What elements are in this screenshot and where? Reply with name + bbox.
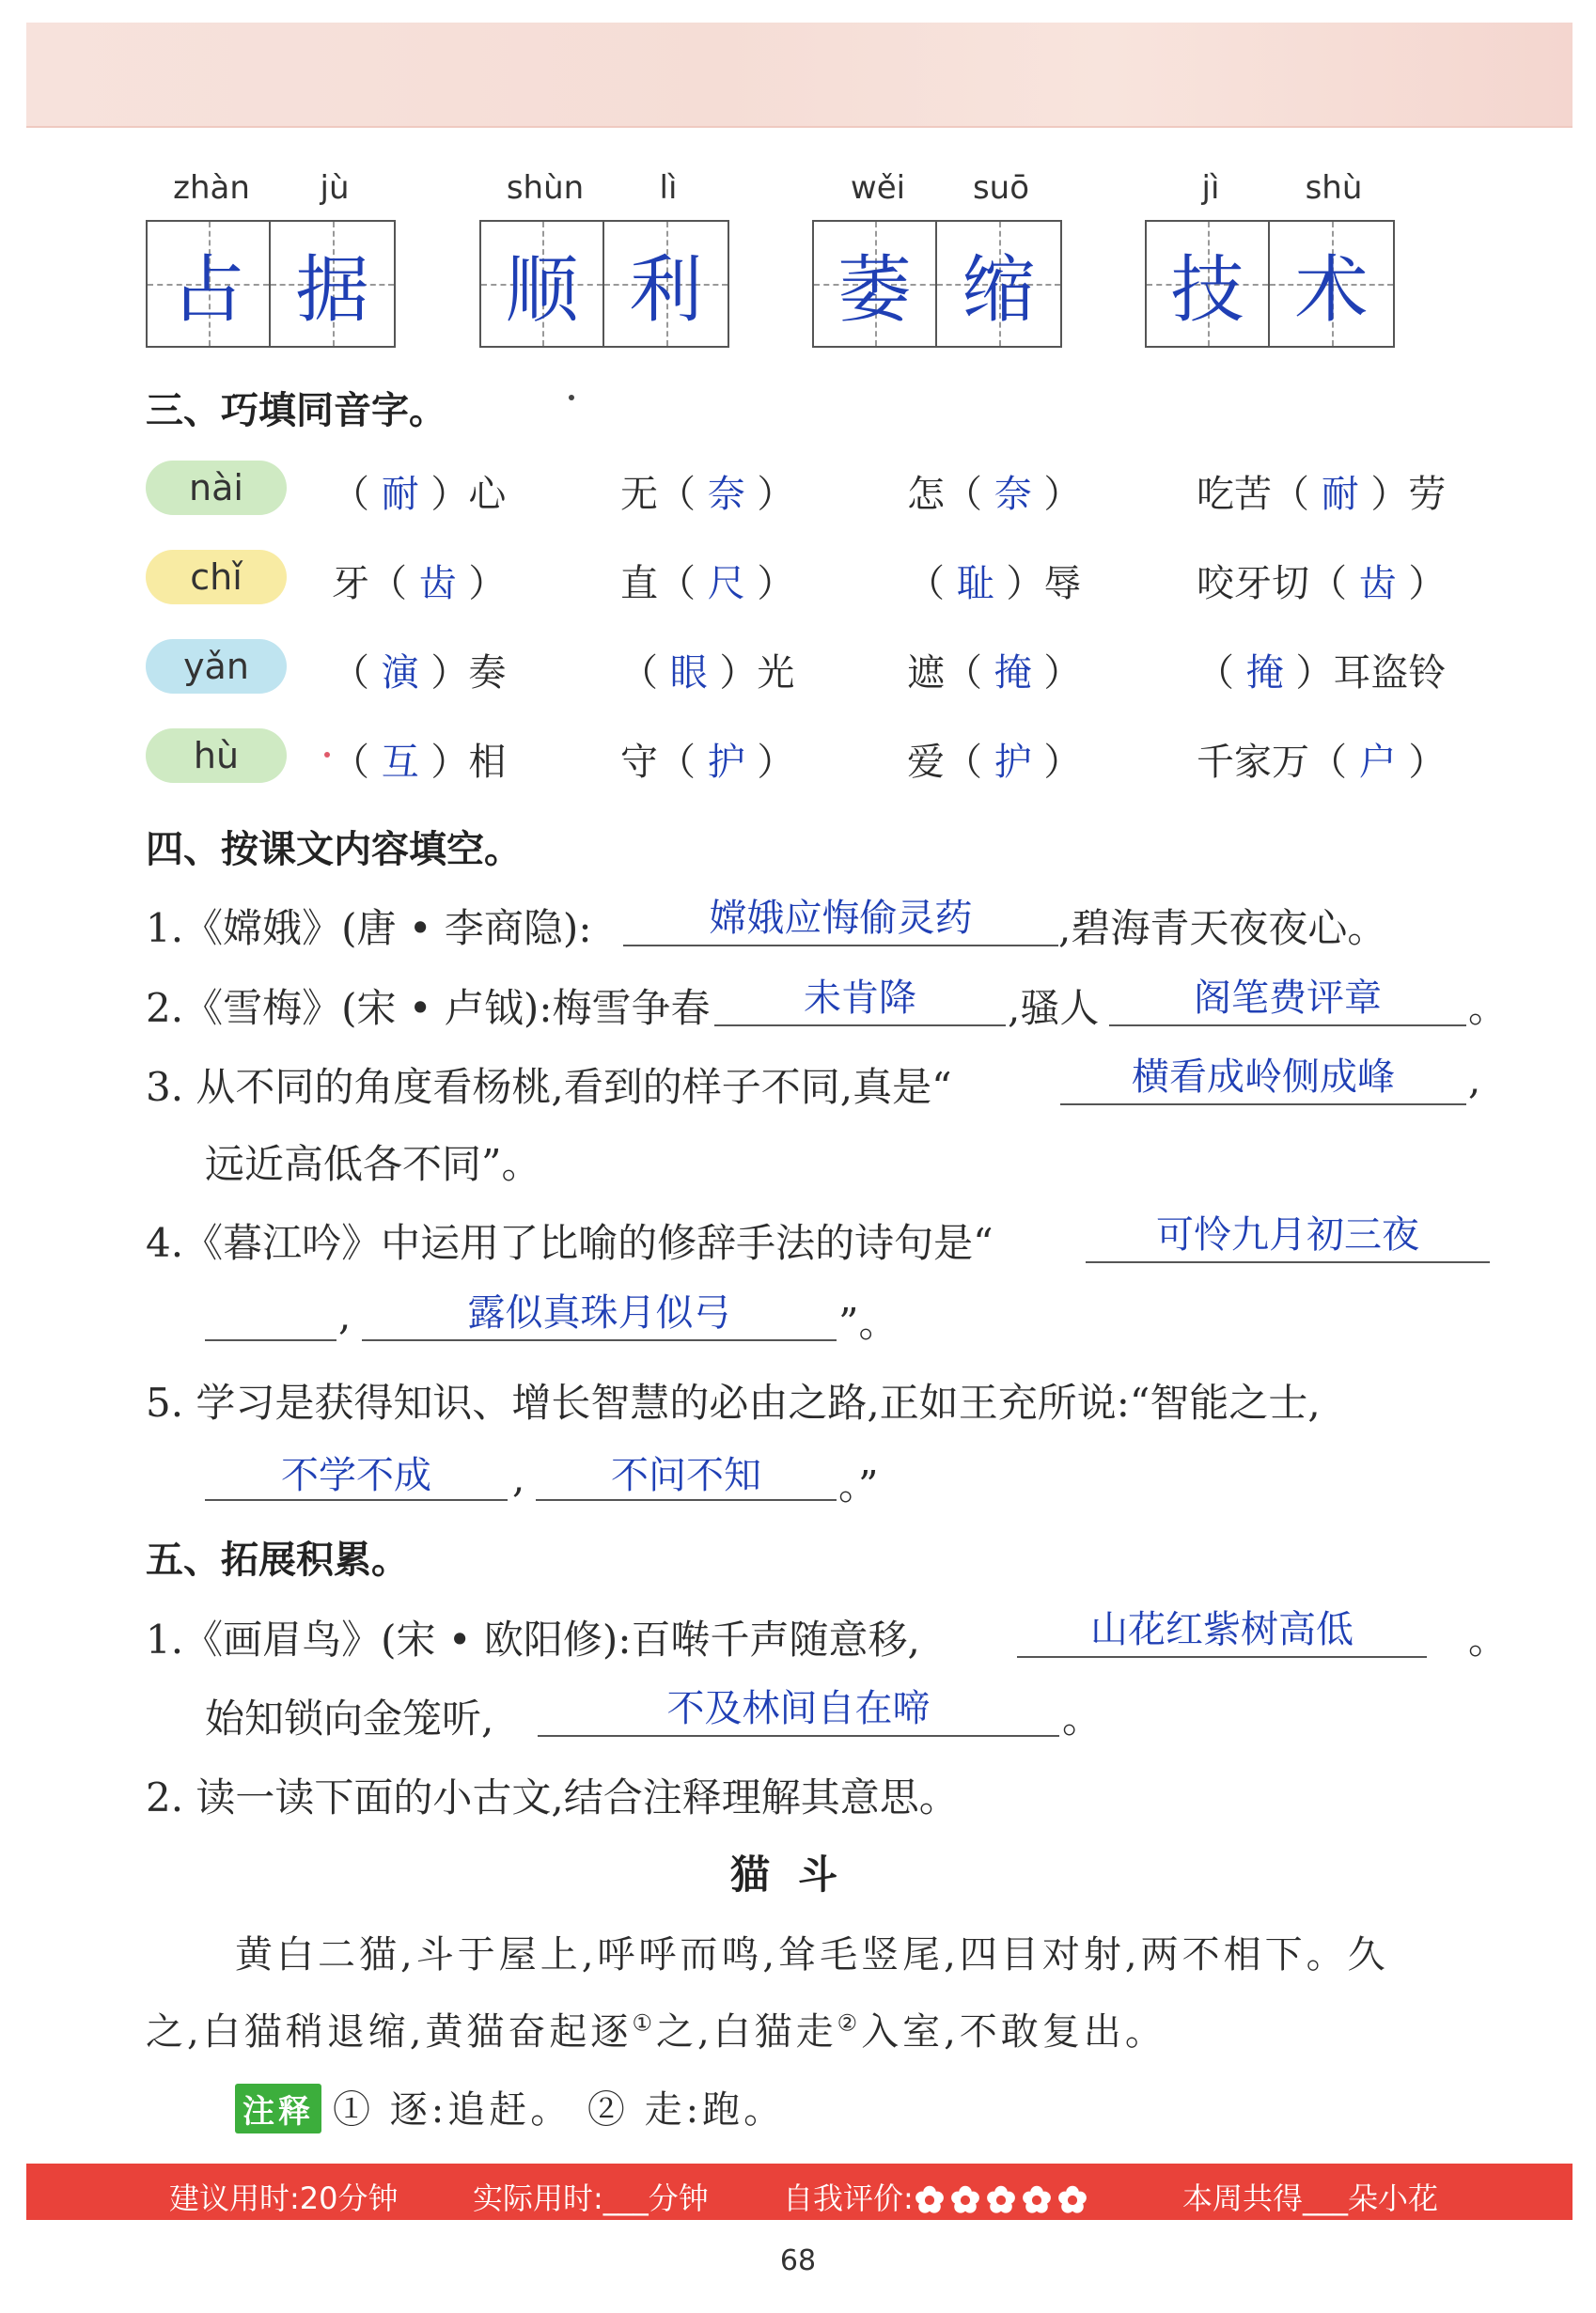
question-text: ,碧海青天夜夜心。: [1058, 905, 1387, 951]
pinyin-label: zhàn: [173, 169, 250, 207]
flower-icon: [985, 2184, 1017, 2216]
question-text: ,: [338, 1292, 352, 1338]
story-text: 之,白猫稍退缩,黄猫奋起逐①之,白猫走②入室,不敢复出。: [146, 2009, 1166, 2054]
pinyin-pill: nài: [146, 461, 287, 515]
homophone-item: 千家万（ 户 ）: [1197, 741, 1447, 784]
homophone-item: 遮（ 掩 ）: [907, 651, 1082, 695]
answer-text: 嫦娥应悔偷灵药: [709, 897, 973, 940]
char-cell: 缩: [937, 222, 1060, 346]
answer-text: 未肯降: [804, 977, 916, 1020]
self-evaluation: 自我评价:: [783, 2175, 1092, 2218]
homophone-item: 直（ 尺 ）: [620, 562, 795, 605]
answer-line: [205, 1499, 508, 1501]
answer-line: [536, 1499, 837, 1501]
weekly-flowers: 本周共得___朵小花: [1182, 2180, 1439, 2216]
answer-line: [1086, 1261, 1490, 1263]
homophone-answer: 尺: [707, 562, 745, 605]
homophone-answer: 演: [381, 651, 419, 695]
question-text: ”。: [838, 1300, 899, 1346]
answer-line: [1060, 1103, 1466, 1105]
question-text: 。: [1468, 985, 1509, 1031]
actual-time: 实际用时:___分钟: [473, 2180, 709, 2216]
story-title: 猫斗: [729, 1852, 866, 1898]
question-text: 。: [1062, 1696, 1103, 1742]
pinyin-label: lì: [659, 169, 678, 207]
homophone-item: 吃苦（ 耐 ）劳: [1197, 473, 1447, 516]
homophone-answer: 奈: [994, 473, 1032, 516]
homophone-answer: 护: [994, 741, 1032, 784]
question-text: 3. 从不同的角度看杨桃,看到的样子不同,真是“: [146, 1064, 952, 1110]
homophone-item: 爱（ 护 ）: [907, 741, 1082, 784]
homophone-row: [146, 461, 1480, 517]
question-text: ,: [512, 1455, 525, 1501]
char-cell: 利: [604, 222, 728, 346]
homophone-answer: 耐: [381, 473, 419, 516]
homophone-item: （ 眼 ）光: [620, 651, 795, 695]
section-title: 四、按课文内容填空。: [146, 828, 522, 871]
footnote: 注释 ① 逐:追赶。 ② 走:跑。: [235, 2080, 785, 2133]
answer-line: [1017, 1656, 1427, 1658]
homophone-row: [146, 728, 1480, 785]
homophone-item: 无（ 奈 ）: [620, 473, 795, 516]
answer-text: 露似真珠月似弓: [467, 1291, 731, 1335]
stray-mark: [324, 752, 330, 758]
flower-icon: [914, 2184, 946, 2216]
story-text: 黄白二猫,斗于屋上,呼呼而鸣,耸毛竖尾,四目对射,两不相下。久: [235, 1933, 1389, 1977]
tianzige-grid: [1145, 220, 1395, 348]
flower-rating: [914, 2180, 1092, 2216]
homophone-item: 咬牙切（ 齿 ）: [1197, 562, 1447, 605]
answer-text: 阁笔费评章: [1194, 977, 1382, 1020]
tianzige-grid: [479, 220, 729, 348]
note-tag: 注释: [235, 2084, 321, 2133]
homophone-item: （ 演 ）奏: [332, 651, 507, 695]
tianzige-grid: [812, 220, 1062, 348]
flower-icon: [1021, 2184, 1053, 2216]
homophone-answer: 护: [707, 741, 745, 784]
answer-text: 横看成岭侧成峰: [1132, 1055, 1395, 1099]
question-text: 。”: [838, 1462, 879, 1508]
homophone-item: 牙（ 齿 ）: [332, 562, 507, 605]
section-title: 三、巧填同音字。: [146, 389, 446, 432]
homophone-item: （ 耐 ）心: [332, 473, 507, 516]
char-cell: 顺: [481, 222, 604, 346]
char-cell: 据: [271, 222, 394, 346]
answer-text: 可怜九月初三夜: [1156, 1213, 1419, 1257]
answer-text: 不学不成: [281, 1454, 431, 1497]
answer-text: 不问不知: [611, 1454, 761, 1497]
flower-icon: [949, 2184, 981, 2216]
question-text: 5. 学习是获得知识、增长智慧的必由之路,正如王充所说:“智能之士,: [146, 1380, 1321, 1426]
answer-line: [1109, 1024, 1466, 1026]
tianzige-grid: [146, 220, 396, 348]
homophone-answer: 户: [1358, 741, 1397, 784]
answer-line: [205, 1339, 336, 1341]
section-title: 五、拓展积累。: [146, 1539, 409, 1582]
pinyin-label: wěi: [850, 169, 906, 207]
question-text: 远近高低各不同”。: [205, 1141, 541, 1187]
homophone-answer: 齿: [1358, 562, 1397, 605]
pinyin-label: suō: [972, 169, 1030, 207]
header-divider: [26, 126, 1573, 128]
homophone-item: （ 掩 ）耳盗铃: [1197, 651, 1447, 695]
answer-line: [362, 1339, 837, 1341]
homophone-answer: 耐: [1321, 473, 1359, 516]
homophone-answer: 掩: [1245, 651, 1284, 695]
pinyin-pill: hù: [146, 728, 287, 783]
stray-mark: [569, 395, 574, 400]
homophone-item: （ 互 ）相: [332, 741, 507, 784]
homophone-row: [146, 550, 1480, 606]
answer-text: 不及林间自在啼: [666, 1687, 931, 1730]
pinyin-pill: chǐ: [146, 550, 287, 604]
pinyin-label: jù: [320, 169, 350, 207]
homophone-item: 怎（ 奈 ）: [907, 473, 1082, 516]
homophone-row: [146, 639, 1480, 695]
pinyin-label: shùn: [506, 169, 585, 207]
homophone-answer: 奈: [707, 473, 745, 516]
question-text: 2.《雪梅》(宋 • 卢钺):梅雪争春: [146, 985, 711, 1031]
homophone-answer: 眼: [669, 651, 708, 695]
homophone-item: 守（ 护 ）: [620, 741, 795, 784]
char-cell: 萎: [814, 222, 937, 346]
question-text: 始知锁向金笼听,: [205, 1696, 494, 1742]
char-cell: 占: [148, 222, 271, 346]
page-number: 68: [779, 2244, 817, 2277]
header-band: [26, 23, 1573, 126]
answer-line: [714, 1024, 1006, 1026]
homophone-answer: 互: [381, 741, 419, 784]
homophone-answer: 掩: [994, 651, 1032, 695]
pinyin-pill: yǎn: [146, 639, 287, 694]
footer-bar: [26, 2164, 1573, 2220]
question-text: ,: [1468, 1056, 1481, 1102]
pinyin-label: shù: [1305, 169, 1363, 207]
homophone-answer: 耻: [956, 562, 994, 605]
homophone-item: （ 耻 ）辱: [907, 562, 1082, 605]
question-text: 1.《画眉鸟》(宋 • 欧阳修):百啭千声随意移,: [146, 1617, 920, 1663]
char-cell: 技: [1147, 222, 1270, 346]
suggested-time: 建议用时:20分钟: [169, 2180, 399, 2216]
question-text: 1.《嫦娥》(唐 • 李商隐):: [146, 905, 592, 951]
pinyin-label: jì: [1201, 169, 1220, 207]
question-text: ,骚人: [1008, 985, 1100, 1031]
question-text: 。: [1468, 1617, 1509, 1663]
answer-line: [623, 945, 1058, 946]
question-text: 4.《暮江吟》中运用了比喻的修辞手法的诗句是“: [146, 1220, 994, 1266]
answer-line: [538, 1735, 1059, 1737]
question-text: 2. 读一读下面的小古文,结合注释理解其意思。: [146, 1774, 959, 1821]
answer-text: 山花红紫树高低: [1090, 1608, 1353, 1651]
flower-icon: [1056, 2184, 1088, 2216]
char-cell: 术: [1270, 222, 1393, 346]
homophone-answer: 齿: [418, 562, 457, 605]
